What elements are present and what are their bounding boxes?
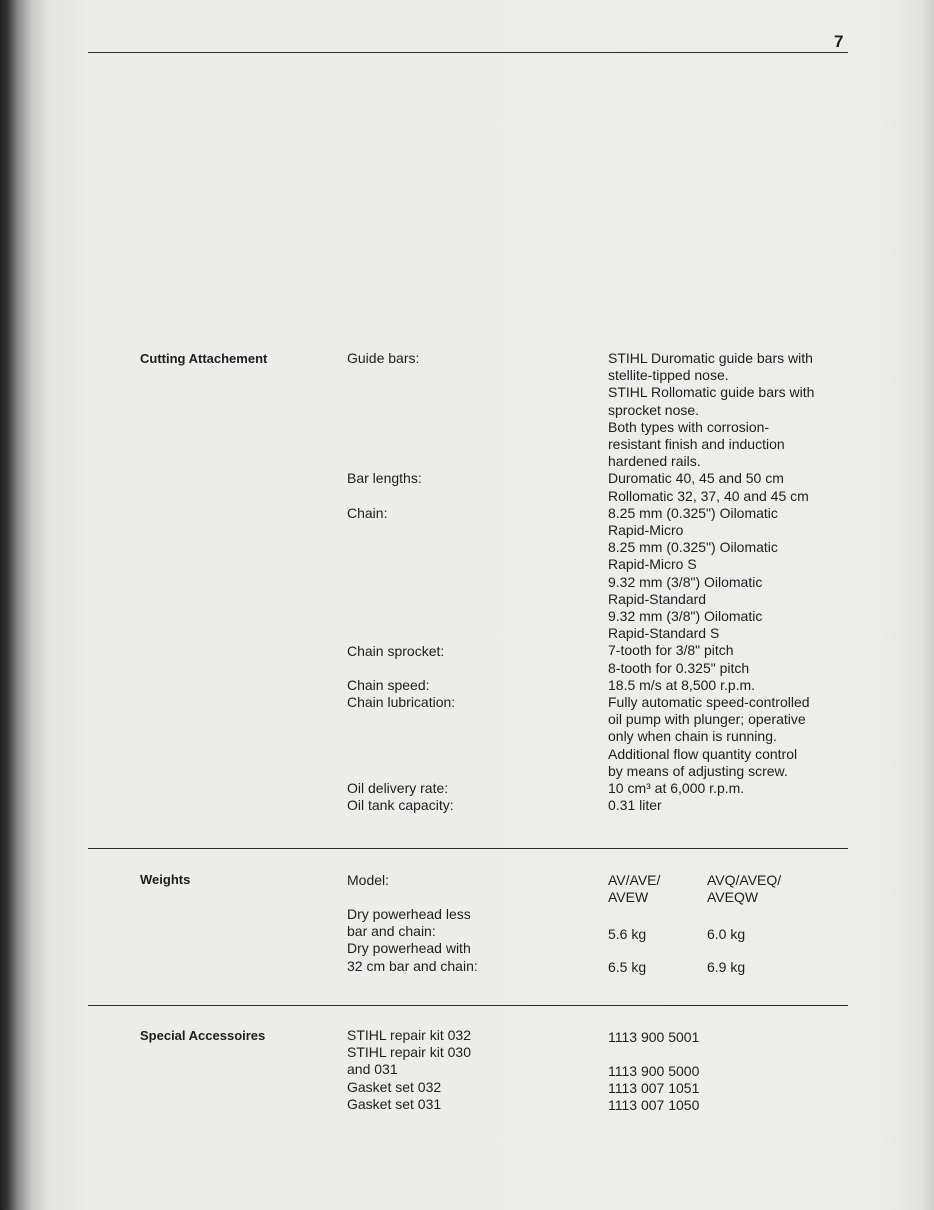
- model-label: Model:: [347, 872, 390, 888]
- text-line: 7-tooth for 3/8" pitch: [608, 642, 734, 659]
- dry-less-b: 6.0 kg: [707, 926, 746, 942]
- text-line: Fully automatic speed-controlled: [608, 694, 810, 711]
- text-line: STIHL Rollomatic guide bars with: [608, 384, 815, 401]
- text-line: Dry powerhead with: [347, 940, 471, 957]
- text-line: Dry powerhead less: [347, 906, 471, 922]
- text-line: STIHL repair kit 032: [347, 1027, 471, 1043]
- text-line: Additional flow quantity control: [608, 745, 798, 762]
- chain-lubrication-label: Chain lubrication:: [347, 694, 456, 710]
- chain-label: Chain:: [347, 505, 388, 521]
- model-a: [608, 872, 660, 906]
- text-line: 8-tooth for 0.325" pitch: [608, 659, 750, 676]
- chain-sprocket-label: Chain sprocket:: [347, 643, 445, 659]
- dry-less-label: [347, 906, 478, 975]
- text-line: STIHL Duromatic guide bars with: [608, 350, 813, 366]
- text-line: stellite-tipped nose.: [608, 367, 729, 384]
- text-line: Rapid-Micro S: [608, 556, 697, 573]
- text-line: 0.31 liter: [608, 797, 662, 814]
- part-numbers: [608, 1063, 699, 1115]
- text-line: Gasket set 031: [347, 1095, 442, 1112]
- oil-tank-label: Oil tank capacity:: [347, 797, 454, 813]
- text-line: Rollomatic 32, 37, 40 and 45 cm: [608, 487, 809, 504]
- page-number: 7: [834, 32, 844, 51]
- guide-bars-label: Guide bars:: [347, 350, 420, 366]
- section-rule: [88, 1005, 848, 1006]
- text-line: 9.32 mm (3/8") Oilomatic: [608, 608, 763, 625]
- part-number: 1113 900 5000: [608, 1063, 700, 1079]
- text-line: 9.32 mm (3/8") Oilomatic: [608, 573, 763, 590]
- section-heading-cutting: Cutting Attachement: [140, 351, 268, 366]
- text-line: AVQ/AVEQ/: [707, 872, 782, 888]
- text-line: 8.25 mm (0.325") Oilomatic: [608, 539, 778, 556]
- text-line: Rapid-Standard: [608, 590, 707, 607]
- text-line: AVEQW: [707, 889, 759, 906]
- text-line: STIHL repair kit 030: [347, 1044, 471, 1061]
- text-line: 32 cm bar and chain:: [347, 957, 478, 974]
- part-number: 1113 007 1051: [608, 1080, 700, 1097]
- part-number: 1113 007 1050: [608, 1097, 700, 1114]
- section-heading-accessories: Special Accessoires: [140, 1028, 266, 1043]
- text-line: 8.25 mm (0.325") Oilomatic: [608, 504, 778, 521]
- text-line: Rapid-Micro: [608, 522, 684, 539]
- dry-with-b: 6.9 kg: [707, 959, 746, 975]
- model-b: [707, 872, 781, 906]
- bar-lengths-label: Bar lengths:: [347, 470, 422, 486]
- text-line: bar and chain:: [347, 923, 436, 940]
- accessory-labels: [347, 1027, 471, 1113]
- guide-bars-value: [608, 350, 814, 814]
- text-line: AVEW: [608, 889, 649, 906]
- text-line: by means of adjusting screw.: [608, 762, 788, 779]
- text-line: hardened rails.: [608, 453, 701, 470]
- section-heading-weights: Weights: [140, 872, 191, 887]
- text-line: 10 cm³ at 6,000 r.p.m.: [608, 780, 745, 797]
- text-line: resistant finish and induction: [608, 436, 785, 453]
- text-line: AV/AVE/: [608, 872, 661, 888]
- text-line: 18.5 m/s at 8,500 r.p.m.: [608, 676, 756, 693]
- chain-speed-label: Chain speed:: [347, 677, 430, 693]
- top-rule: [88, 52, 848, 53]
- text-line: only when chain is running.: [608, 728, 777, 745]
- text-line: Both types with corrosion-: [608, 418, 770, 435]
- section-rule: [88, 848, 848, 849]
- text-line: and 031: [347, 1061, 398, 1078]
- text-line: oil pump with plunger; operative: [608, 711, 806, 728]
- dry-with-a: 6.5 kg: [608, 959, 647, 975]
- text-line: Rapid-Standard S: [608, 625, 720, 642]
- oil-delivery-label: Oil delivery rate:: [347, 780, 449, 796]
- text-line: Gasket set 032: [347, 1078, 442, 1095]
- text-line: Duromatic 40, 45 and 50 cm: [608, 470, 784, 487]
- text-line: sprocket nose.: [608, 401, 700, 418]
- dry-less-a: 5.6 kg: [608, 926, 647, 942]
- part-number: 1113 900 5001: [608, 1029, 700, 1045]
